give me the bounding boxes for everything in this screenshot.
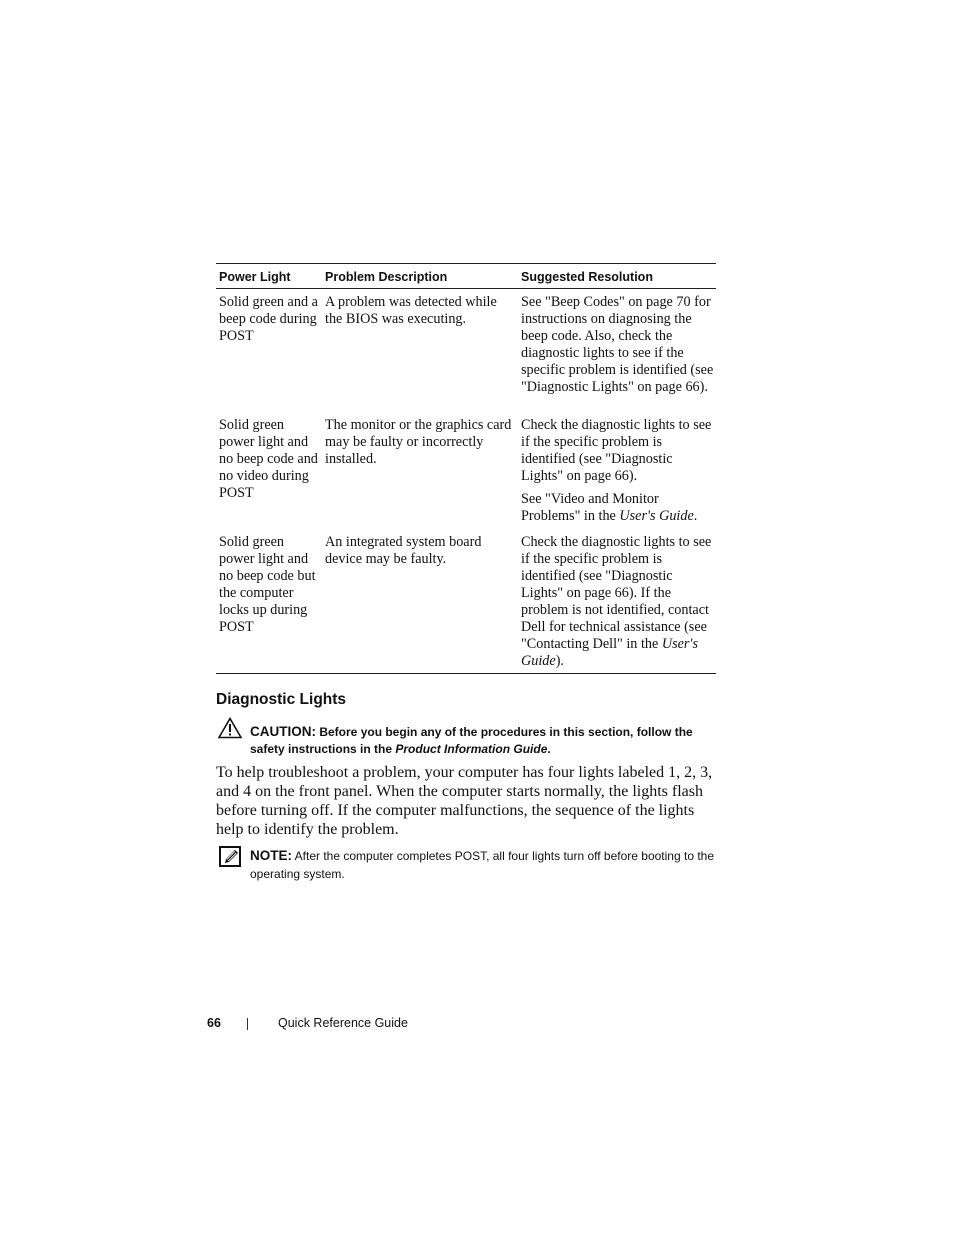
page-number: 66 — [207, 1016, 221, 1030]
note-label: NOTE: — [250, 848, 292, 863]
note-pencil-icon — [219, 846, 241, 867]
note-text: After the computer completes POST, all four lights turn off before booting to the operating system. — [250, 849, 715, 881]
power-light-cell: Solid green power light and no beep code but the computer locks up during POST — [219, 534, 316, 635]
footer-title: Quick Reference Guide — [278, 1016, 408, 1030]
problem-cell: A problem was detected while the BIOS was executing. — [325, 294, 497, 327]
caution-callout — [250, 723, 720, 758]
resolution-paragraph: Check the diagnostic lights to see if the specific problem is identified (see "Diagnostic Lights" on page 66). — [521, 417, 712, 484]
resolution-text: Check the diagnostic lights to see if the specific problem is identified (see "Diagnostic Lights" on page 66). If the problem is not identified, contact Dell for technical assistance (see "Contacting Dell" in the — [521, 534, 712, 652]
section-heading: Diagnostic Lights — [216, 691, 347, 708]
resolution-text-end: ). — [555, 653, 564, 669]
resolution-cell — [518, 417, 716, 534]
table-header — [216, 263, 716, 289]
header-power-light: Power Light — [219, 270, 291, 284]
problem-cell: The monitor or the graphics card may be faulty or incorrectly installed. — [325, 417, 512, 467]
warning-triangle-icon — [218, 717, 242, 739]
users-guide-ref: User's Guide — [619, 508, 694, 524]
body-paragraph: To help troubleshoot a problem, your computer has four lights labeled 1, 2, 3, and 4 on the front panel. When the computer starts normally, the lights flash before turning off. If the computer malfunctions, the sequence of the lights help to identify the problem. — [216, 764, 713, 838]
caution-text: Before you begin any of the procedures in this section, follow the safety instructions in the — [250, 725, 693, 756]
header-problem-description: Problem Description — [325, 270, 448, 284]
header-suggested-resolution: Suggested Resolution — [521, 270, 653, 284]
caution-guide-ref: Product Information Guide — [395, 742, 548, 756]
table-row — [216, 289, 716, 417]
users-guide-ref: User's Guide — [521, 636, 698, 669]
power-light-table — [216, 263, 716, 674]
power-light-cell: Solid green power light and no beep code and no video during POST — [219, 417, 318, 501]
resolution-cell: See "Beep Codes" on page 70 for instructions on diagnosing the beep code. Also, check the diagnostic lights to see if the specific problem is identified (see "Diagnostic Lights" on page 66). — [521, 294, 714, 395]
resolution-text: See "Video and Monitor Problems" in the — [521, 491, 659, 524]
table-row — [216, 417, 716, 534]
power-light-cell: Solid green and a beep code during POST — [219, 294, 318, 344]
caution-end: . — [547, 742, 551, 756]
note-callout — [250, 847, 720, 883]
resolution-text-end: . — [693, 508, 698, 524]
problem-cell: An integrated system board device may be faulty. — [325, 534, 482, 567]
footer-divider — [247, 1018, 248, 1030]
table-row — [216, 534, 716, 674]
resolution-cell — [518, 534, 716, 673]
resolution-paragraph — [521, 491, 714, 525]
caution-label: CAUTION: — [250, 724, 316, 739]
